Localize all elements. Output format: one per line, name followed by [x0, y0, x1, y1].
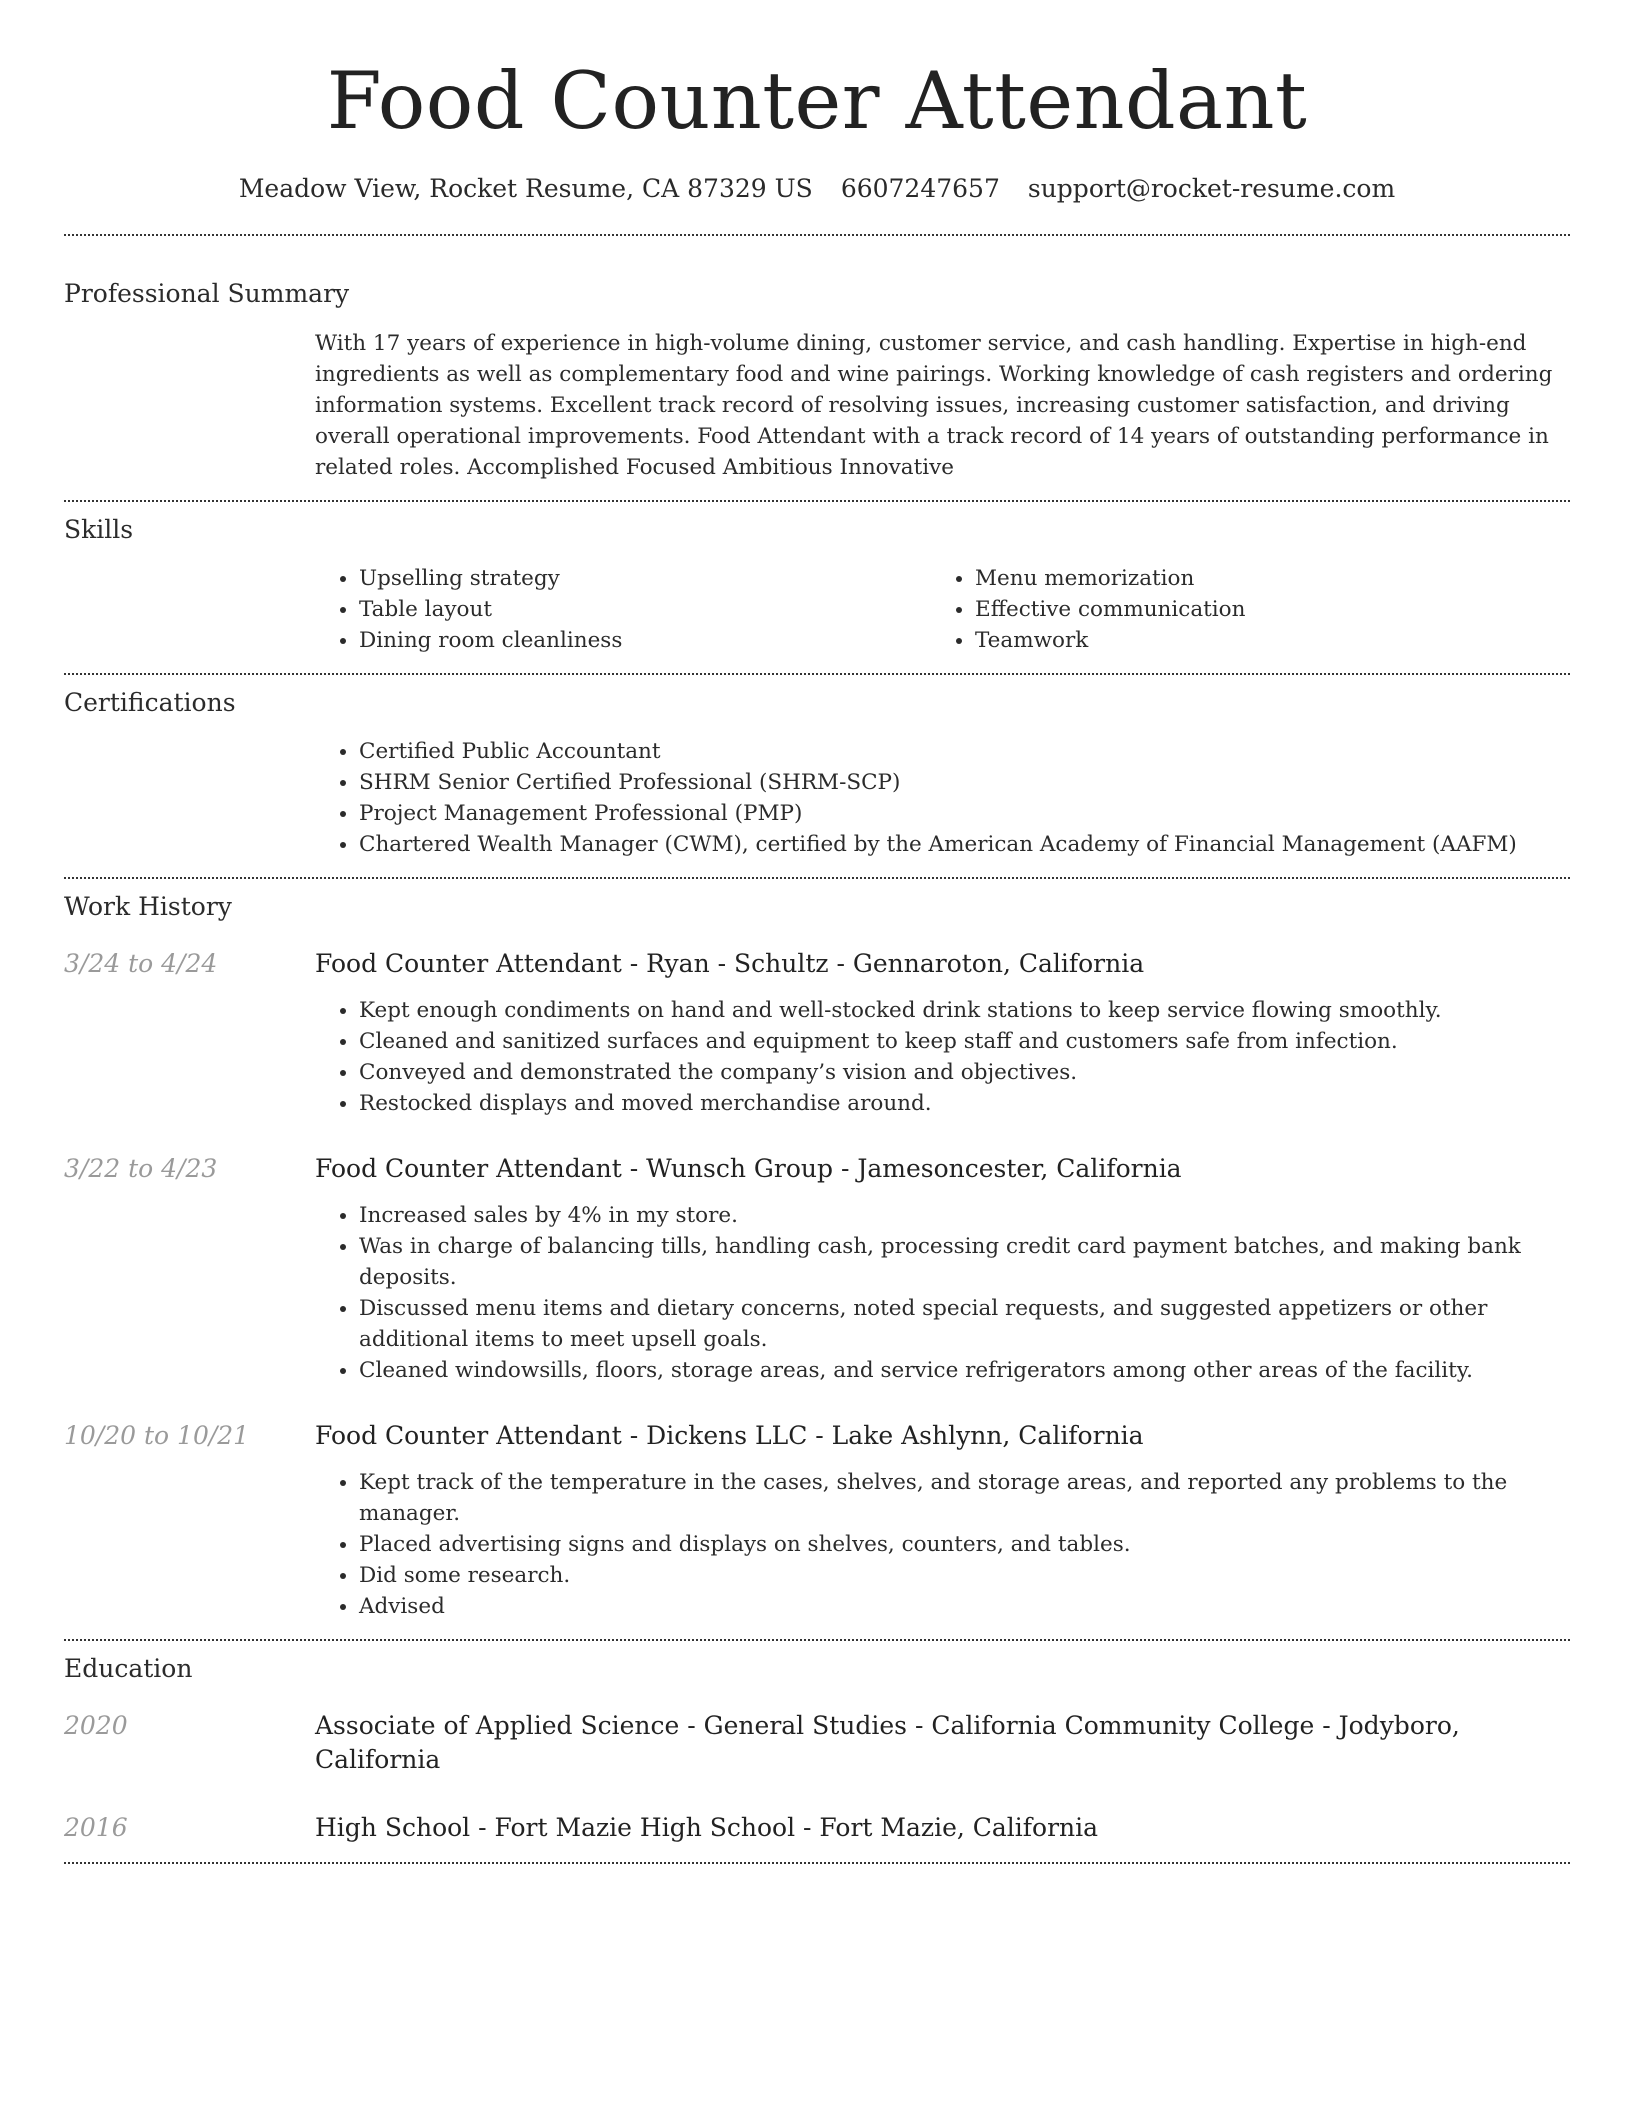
work-dates: 3/22 to 4/23: [64, 1154, 218, 1183]
certification-item: • Certified Public Accountant: [359, 736, 1570, 767]
certification-item: • SHRM Senior Certified Professional (SHRM-SCP): [359, 767, 1570, 798]
work-bullet: • Kept enough condiments on hand and well-stocked drink stations to keep service flowing smoothly.: [359, 995, 1570, 1026]
work-heading: Food Counter Attendant - Ryan - Schultz - Gennaroton, California: [315, 949, 1145, 978]
section-divider: [64, 1862, 1570, 1864]
work-heading: Food Counter Attendant - Dickens LLC - Lake Ashlynn, California: [315, 1421, 1144, 1450]
certification-item: • Chartered Wealth Manager (CWM), certified by the American Academy of Financial Management (AAFM): [359, 829, 1570, 860]
skill-item: • Menu memorization: [975, 563, 1547, 594]
work-bullet: • Placed advertising signs and displays on shelves, counters, and tables.: [359, 1529, 1570, 1560]
section-divider: [64, 234, 1570, 236]
education-school: - California Community College - Jodyboro, California: [315, 1711, 1460, 1774]
work-bullet: • Did some research.: [359, 1560, 1570, 1591]
work-entry-header: [64, 1152, 1570, 1186]
certification-item: • Project Management Professional (PMP): [359, 798, 1570, 829]
work-entry: [64, 1152, 1570, 1386]
contact-address: Meadow View, Rocket Resume, CA 87329 US: [238, 174, 813, 203]
summary-section-title: Professional Summary: [64, 279, 350, 308]
education-degree: Associate of Applied Science - General Studies: [315, 1711, 908, 1740]
work-bullet: • Cleaned and sanitized surfaces and equipment to keep staff and customers safe from infection.: [359, 1026, 1570, 1057]
work-bullets: [315, 995, 1570, 1119]
section-divider: [64, 500, 1570, 502]
skills-column-right: [931, 563, 1547, 656]
section-divider: [64, 877, 1570, 879]
contact-phone: 6607247657: [840, 174, 1000, 203]
education-entry: [64, 1811, 1570, 1845]
education-section-title: Education: [64, 1654, 193, 1683]
work-bullet: • Cleaned windowsills, floors, storage areas, and service refrigerators among other areas of the facility.: [359, 1355, 1570, 1386]
work-bullet: • Increased sales by 4% in my store.: [359, 1200, 1570, 1231]
work-bullet: • Restocked displays and moved merchandise around.: [359, 1088, 1570, 1119]
work-dates: 3/24 to 4/24: [64, 949, 218, 978]
work-bullet: • Was in charge of balancing tills, handling cash, processing credit card payment batches, and making bank deposits.: [359, 1231, 1570, 1293]
skills-section-title: Skills: [64, 515, 134, 544]
candidate-name: Food Counter Attendant: [326, 55, 1308, 147]
skill-item: • Table layout: [359, 594, 931, 625]
section-divider: [64, 1639, 1570, 1641]
skills-list: [315, 563, 1570, 656]
skill-item: • Dining room cleanliness: [359, 625, 931, 656]
education-degree: High School: [315, 1813, 471, 1842]
contact-email: support@rocket-resume.com: [1027, 174, 1396, 203]
work-entry: [64, 1419, 1570, 1622]
section-divider: [64, 673, 1570, 675]
education-year: 2016: [64, 1813, 128, 1842]
work-section-title: Work History: [64, 892, 232, 921]
skill-item: • Effective communication: [975, 594, 1547, 625]
work-bullet: • Advised: [359, 1591, 1570, 1622]
summary-text: With 17 years of experience in high-volume dining, customer service, and cash handling. Expertise in high-end ingredients as well as complementary food and wine pairings. Working knowledge of cash registers and ordering information systems. Excellent track record of resolving issues, increasing customer satisfaction, and driving overall operational improvements. Food Attendant with a track record of 14 years of outstanding performance in related roles. Accomplished Focused Ambitious Innovative: [315, 331, 1553, 480]
education-school: - Fort Mazie High School - Fort Mazie, California: [470, 1813, 1099, 1842]
resume-page: [64, 0, 1570, 1864]
skill-item: • Teamwork: [975, 625, 1547, 656]
education-entry: [64, 1709, 1570, 1777]
certifications-section-title: Certifications: [64, 688, 236, 717]
work-entry-header: [64, 947, 1570, 981]
education-heading: [315, 1709, 1570, 1777]
work-bullets: [315, 1467, 1570, 1622]
skills-column-left: [315, 563, 931, 656]
education-year: 2020: [64, 1711, 128, 1740]
work-dates: 10/20 to 10/21: [64, 1421, 250, 1450]
skill-item: • Upselling strategy: [359, 563, 931, 594]
work-entry: [64, 947, 1570, 1119]
work-heading: Food Counter Attendant - Wunsch Group - Jamesoncester, California: [315, 1154, 1182, 1183]
work-bullet: • Kept track of the temperature in the cases, shelves, and storage areas, and reported any problems to the manager.: [359, 1467, 1570, 1529]
work-bullet: • Conveyed and demonstrated the company’s vision and objectives.: [359, 1057, 1570, 1088]
work-bullets: [315, 1200, 1570, 1386]
work-entry-header: [64, 1419, 1570, 1453]
education-heading: [315, 1811, 1098, 1845]
work-bullet: • Discussed menu items and dietary concerns, noted special requests, and suggested appetizers or other additional items to meet upsell goals.: [359, 1293, 1570, 1355]
contact-line: [64, 172, 1570, 206]
certifications-list: [315, 736, 1570, 860]
